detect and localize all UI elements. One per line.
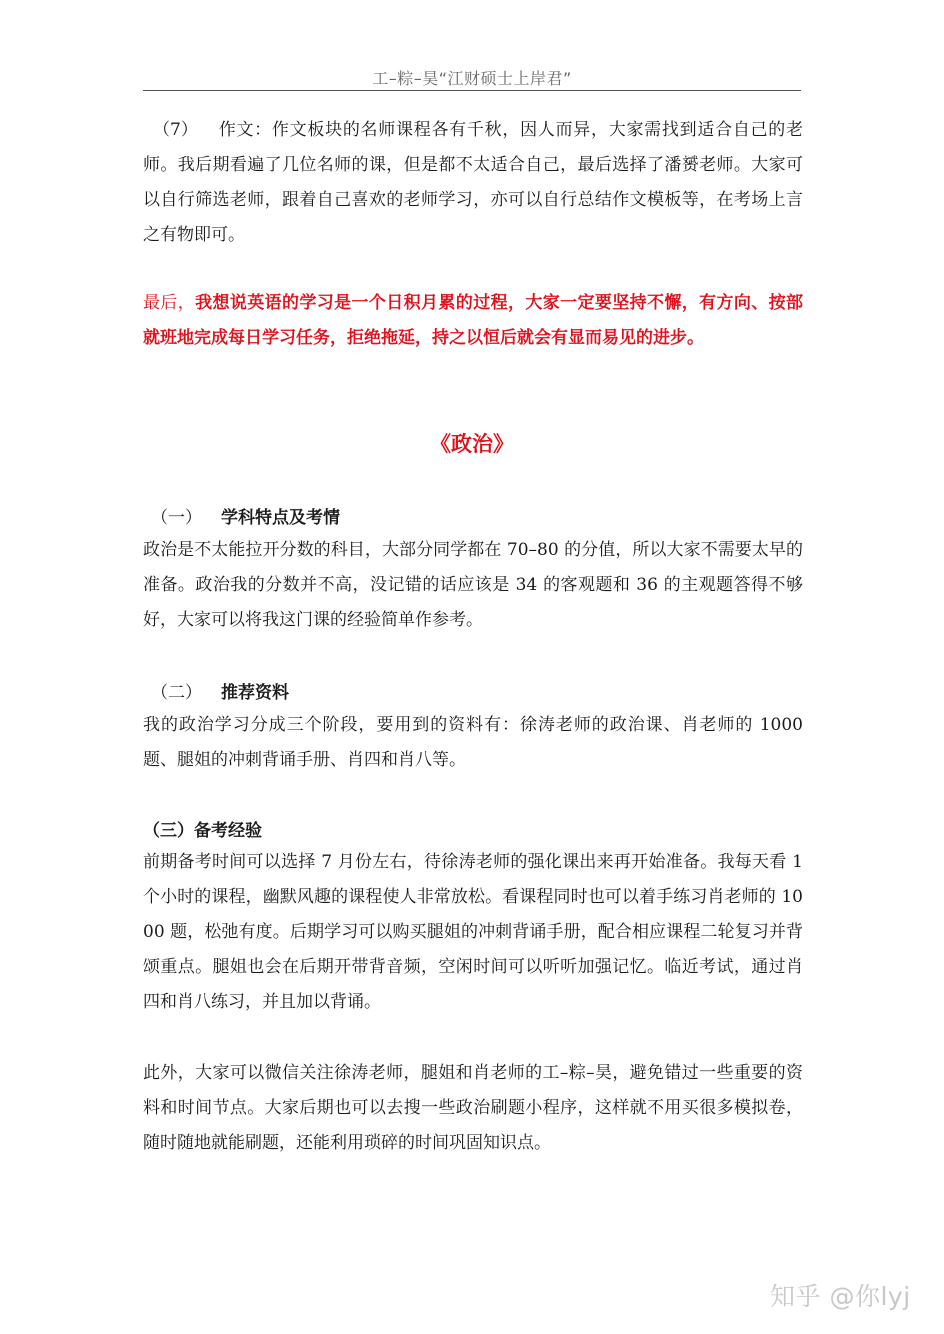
subsection-heading-3: （三）备考经验 (143, 821, 262, 841)
heading-number: （一） (151, 508, 202, 528)
closing-emphasis: 我想说英语的学习是一个日积月累的过程，大家一定要坚持不懈，有方向、按部就班地完成每日学习任务，拒绝拖延，持之以恒后就会有显而易见的进步。 (143, 293, 804, 348)
zhihu-watermark: 知乎 @你lyj (770, 1282, 911, 1311)
subsection-body-1: 政治是不太能拉开分数的科目，大部分同学都在 70–80 的分值，所以大家不需要太早的准备。政治我的分数并不高，没记错的话应该是 34 的客观题和 36 的主观题答得不够好，大家可以将我这门课的经验简单作参考。 (143, 540, 803, 630)
closing-paragraph (143, 286, 803, 356)
heading-title: 学科特点及考情 (221, 508, 340, 528)
page-header: 工–粽–昊“江财硕士上岸君” (372, 69, 572, 88)
additional-paragraph: 此外，大家可以微信关注徐涛老师，腿姐和肖老师的工–粽–昊，避免错过一些重要的资料和时间节点。大家后期也可以去搜一些政治刷题小程序，这样就不用买很多模拟卷，随时随地就能刷题，还能利用琐碎的时间巩固知识点。 (143, 1063, 803, 1153)
essay-item-paragraph (143, 113, 803, 253)
subsection-heading-2 (143, 678, 289, 703)
item-number: （7） (153, 120, 198, 140)
subsection-body-2: 我的政治学习分成三个阶段，要用到的资料有：徐涛老师的政治课、肖老师的 1000 题、腿姐的冲刺背诵手册、肖四和肖八等。 (143, 715, 803, 770)
item-text: 作文：作文板块的名师课程各有千秋，因人而异，大家需找到适合自己的老师。我后期看遍了几位名师的课，但是都不太适合自己，最后选择了潘赟老师。大家可以自行筛选老师，跟着自己喜欢的老师学习，亦可以自行总结作文模板等，在考场上言之有物即可。 (143, 120, 803, 245)
subsection-heading-1 (143, 503, 340, 528)
heading-number: （二） (151, 683, 202, 703)
header-divider (143, 90, 801, 91)
heading-title: 推荐资料 (221, 683, 289, 703)
subsection-body-3: 前期备考时间可以选择 7 月份左右，待徐涛老师的强化课出来再开始准备。我每天看 1 个小时的课程，幽默风趣的课程使人非常放松。看课程同时也可以着手练习肖老师的 1000 题，松弛有度。后期学习可以购买腿姐的冲刺背诵手册，配合相应课程二轮复习并背颂重点。腿姐也会在后期开带背音频，空闲时间可以听听加强记忆。临近考试，通过肖四和肖八练习，并且加以背诵。 (143, 852, 803, 1012)
closing-lead: 最后， (143, 293, 196, 313)
section-title: 《政治》 (430, 431, 514, 456)
